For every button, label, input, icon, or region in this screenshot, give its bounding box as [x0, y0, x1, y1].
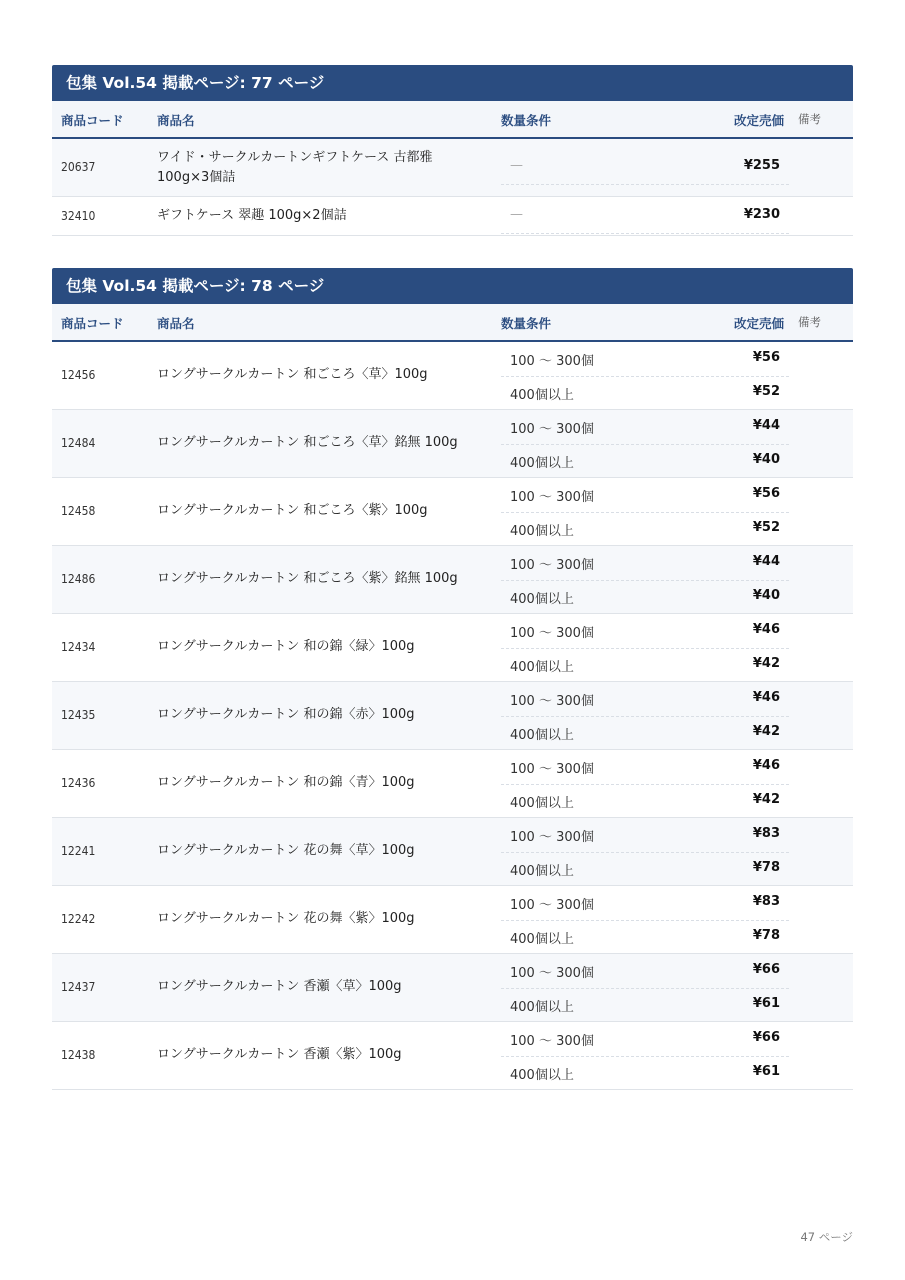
header-qty: 数量条件	[501, 113, 552, 128]
price-tier	[501, 546, 789, 581]
product-code: 12484	[61, 436, 96, 450]
product-code: 12456	[61, 368, 96, 382]
price: ¥56	[752, 350, 780, 365]
price: ¥61	[752, 1064, 780, 1079]
price: ¥66	[752, 1030, 780, 1045]
quantity-condition: 400個以上	[510, 388, 574, 403]
product-code: 32410	[61, 209, 96, 223]
product-code: 12434	[61, 640, 96, 654]
product-code: 12436	[61, 776, 96, 790]
header-qty: 数量条件	[501, 316, 552, 331]
table-row	[52, 818, 853, 886]
quantity-condition: 100 〜 300個	[510, 626, 594, 641]
price: ¥78	[752, 860, 780, 875]
header-name: 商品名	[157, 113, 195, 128]
price: ¥56	[752, 486, 780, 501]
table-row	[52, 546, 853, 614]
product-name: ロングサークルカートン 和の錦〈青〉100g	[157, 775, 415, 790]
price-tier	[501, 750, 789, 785]
price-tier	[501, 1056, 789, 1090]
price: ¥255	[743, 158, 780, 173]
quantity-condition: —	[510, 158, 523, 173]
quantity-condition: 100 〜 300個	[510, 1034, 594, 1049]
quantity-condition: 400個以上	[510, 864, 574, 879]
product-code: 12486	[61, 572, 96, 586]
product-code: 20637	[61, 160, 96, 174]
product-rows	[52, 342, 853, 1090]
table-row	[52, 954, 853, 1022]
price-section-p77	[52, 65, 853, 236]
table-row	[52, 139, 853, 197]
quantity-condition: 100 〜 300個	[510, 966, 594, 981]
quantity-condition: 400個以上	[510, 524, 574, 539]
price-tier	[501, 1022, 789, 1057]
price-tier	[501, 580, 789, 614]
product-code: 12242	[61, 912, 96, 926]
price: ¥46	[752, 622, 780, 637]
price-tier	[501, 150, 789, 185]
price: ¥78	[752, 928, 780, 943]
product-code: 12438	[61, 1048, 96, 1062]
section-title: 包集 Vol.54 掲載ページ: 78 ページ	[52, 268, 853, 304]
quantity-condition: 400個以上	[510, 796, 574, 811]
quantity-condition: 400個以上	[510, 1000, 574, 1015]
quantity-condition: 400個以上	[510, 1068, 574, 1083]
quantity-condition: 400個以上	[510, 728, 574, 743]
price: ¥52	[752, 520, 780, 535]
table-row	[52, 682, 853, 750]
table-row	[52, 410, 853, 478]
table-row	[52, 614, 853, 682]
quantity-condition: 100 〜 300個	[510, 490, 594, 505]
price-tier	[501, 478, 789, 513]
quantity-condition: 400個以上	[510, 456, 574, 471]
table-header	[52, 101, 853, 139]
price: ¥40	[752, 588, 780, 603]
table-row	[52, 342, 853, 410]
product-code: 12437	[61, 980, 96, 994]
price: ¥42	[752, 724, 780, 739]
table-row	[52, 478, 853, 546]
price-tier	[501, 784, 789, 818]
header-name: 商品名	[157, 316, 195, 331]
price-tier	[501, 342, 789, 377]
price: ¥44	[752, 418, 780, 433]
table-row	[52, 886, 853, 954]
section-title: 包集 Vol.54 掲載ページ: 77 ページ	[52, 65, 853, 101]
quantity-condition: 100 〜 300個	[510, 898, 594, 913]
product-name: ワイド・サークルカートンギフトケース 古都雅 100g×3個詰	[157, 150, 433, 185]
product-name: ロングサークルカートン 花の舞〈草〉100g	[157, 843, 415, 858]
price: ¥83	[752, 894, 780, 909]
product-name: ロングサークルカートン 香瀬〈草〉100g	[157, 979, 402, 994]
price-tier	[501, 886, 789, 921]
product-name: ロングサークルカートン 和ごころ〈紫〉銘無 100g	[157, 571, 458, 586]
price: ¥230	[743, 207, 780, 222]
quantity-condition: 400個以上	[510, 660, 574, 675]
price: ¥61	[752, 996, 780, 1011]
price: ¥52	[752, 384, 780, 399]
product-name: ロングサークルカートン 和の錦〈赤〉100g	[157, 707, 415, 722]
product-code: 12435	[61, 708, 96, 722]
header-price: 改定売価	[733, 316, 784, 331]
price-tier	[501, 852, 789, 886]
price: ¥46	[752, 758, 780, 773]
table-row	[52, 197, 853, 236]
quantity-condition: 100 〜 300個	[510, 354, 594, 369]
header-code: 商品コード	[61, 316, 124, 331]
header-price: 改定売価	[733, 113, 784, 128]
product-code: 12241	[61, 844, 96, 858]
product-code: 12458	[61, 504, 96, 518]
price-tier	[501, 716, 789, 750]
header-note: 備考	[798, 315, 821, 329]
quantity-condition: —	[510, 207, 523, 222]
quantity-condition: 100 〜 300個	[510, 558, 594, 573]
product-name: ロングサークルカートン 和ごころ〈紫〉100g	[157, 503, 428, 518]
price-tier	[501, 954, 789, 989]
price-tier	[501, 648, 789, 682]
table-header	[52, 304, 853, 342]
price: ¥42	[752, 792, 780, 807]
table-row	[52, 750, 853, 818]
price-tier	[501, 410, 789, 445]
product-name: ロングサークルカートン 花の舞〈紫〉100g	[157, 911, 415, 926]
quantity-condition: 400個以上	[510, 932, 574, 947]
price: ¥44	[752, 554, 780, 569]
product-name: ロングサークルカートン 和の錦〈緑〉100g	[157, 639, 415, 654]
price-section-p78	[52, 268, 853, 1090]
header-note: 備考	[798, 112, 821, 126]
price-tier	[501, 920, 789, 954]
price-tier	[501, 682, 789, 717]
quantity-condition: 100 〜 300個	[510, 830, 594, 845]
price: ¥42	[752, 656, 780, 671]
price: ¥40	[752, 452, 780, 467]
price: ¥66	[752, 962, 780, 977]
quantity-condition: 100 〜 300個	[510, 694, 594, 709]
price-tier	[501, 818, 789, 853]
price: ¥46	[752, 690, 780, 705]
table-row	[52, 1022, 853, 1090]
product-name: ロングサークルカートン 香瀬〈紫〉100g	[157, 1047, 402, 1062]
header-code: 商品コード	[61, 113, 124, 128]
product-name: ギフトケース 翠趣 100g×2個詰	[157, 208, 347, 223]
price-tier	[501, 614, 789, 649]
page-number: 47 ページ	[800, 1230, 853, 1244]
price-tier	[501, 512, 789, 546]
quantity-condition: 100 〜 300個	[510, 762, 594, 777]
product-name: ロングサークルカートン 和ごころ〈草〉100g	[157, 367, 428, 382]
price-tier	[501, 199, 789, 234]
price-tier	[501, 444, 789, 478]
price-tier	[501, 376, 789, 410]
price-tier	[501, 988, 789, 1022]
quantity-condition: 400個以上	[510, 592, 574, 607]
price: ¥83	[752, 826, 780, 841]
product-name: ロングサークルカートン 和ごころ〈草〉銘無 100g	[157, 435, 458, 450]
quantity-condition: 100 〜 300個	[510, 422, 594, 437]
